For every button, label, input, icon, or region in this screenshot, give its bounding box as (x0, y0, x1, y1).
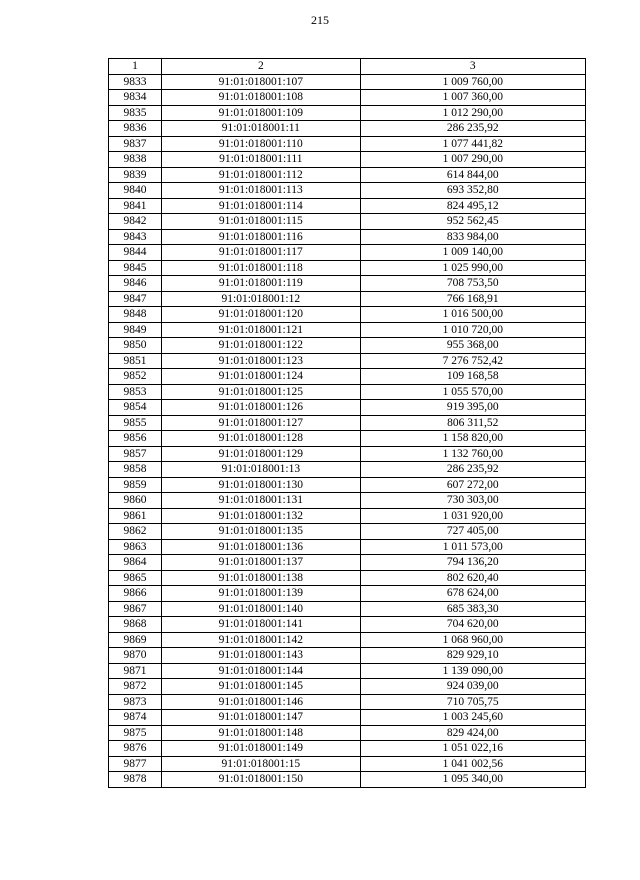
value-cell: 766 168,91 (360, 291, 585, 307)
cadastral-number-cell: 91:01:018001:107 (162, 74, 360, 90)
row-number-cell: 9858 (109, 462, 162, 478)
row-number-cell: 9850 (109, 338, 162, 354)
value-cell: 614 844,00 (360, 167, 585, 183)
cadastral-number-cell: 91:01:018001:144 (162, 663, 360, 679)
cadastral-number-cell: 91:01:018001:147 (162, 710, 360, 726)
table-row (109, 617, 586, 633)
table-body (109, 74, 586, 787)
cadastral-number-cell: 91:01:018001:118 (162, 260, 360, 276)
header-cell-3: 3 (360, 59, 585, 75)
table-row (109, 772, 586, 788)
row-number-cell: 9846 (109, 276, 162, 292)
row-number-cell: 9854 (109, 400, 162, 416)
row-number-cell: 9852 (109, 369, 162, 385)
table-row (109, 338, 586, 354)
cadastral-number-cell: 91:01:018001:150 (162, 772, 360, 788)
value-cell: 730 303,00 (360, 493, 585, 509)
row-number-cell: 9837 (109, 136, 162, 152)
cadastral-number-cell: 91:01:018001:142 (162, 632, 360, 648)
table-row (109, 74, 586, 90)
cadastral-number-cell: 91:01:018001:111 (162, 152, 360, 168)
row-number-cell: 9872 (109, 679, 162, 695)
row-number-cell: 9841 (109, 198, 162, 214)
value-cell: 1 025 990,00 (360, 260, 585, 276)
cadastral-number-cell: 91:01:018001:117 (162, 245, 360, 261)
value-cell: 109 168,58 (360, 369, 585, 385)
cadastral-number-cell: 91:01:018001:115 (162, 214, 360, 230)
page-number: 215 (311, 13, 329, 27)
value-cell: 286 235,92 (360, 462, 585, 478)
value-cell: 1 055 570,00 (360, 384, 585, 400)
row-number-cell: 9864 (109, 555, 162, 571)
row-number-cell: 9876 (109, 741, 162, 757)
data-table (108, 58, 586, 788)
cadastral-number-cell: 91:01:018001:141 (162, 617, 360, 633)
value-cell: 829 424,00 (360, 725, 585, 741)
table-row (109, 539, 586, 555)
row-number-cell: 9869 (109, 632, 162, 648)
row-number-cell: 9847 (109, 291, 162, 307)
value-cell: 693 352,80 (360, 183, 585, 199)
table-row (109, 105, 586, 121)
cadastral-number-cell: 91:01:018001:129 (162, 446, 360, 462)
table-row (109, 183, 586, 199)
value-cell: 7 276 752,42 (360, 353, 585, 369)
table-row (109, 260, 586, 276)
cadastral-number-cell: 91:01:018001:127 (162, 415, 360, 431)
table-row (109, 431, 586, 447)
table-row (109, 493, 586, 509)
row-number-cell: 9848 (109, 307, 162, 323)
value-cell: 727 405,00 (360, 524, 585, 540)
row-number-cell: 9835 (109, 105, 162, 121)
cadastral-number-cell: 91:01:018001:15 (162, 756, 360, 772)
cadastral-number-cell: 91:01:018001:13 (162, 462, 360, 478)
cadastral-number-cell: 91:01:018001:125 (162, 384, 360, 400)
cadastral-number-cell: 91:01:018001:132 (162, 508, 360, 524)
header-cell-2: 2 (162, 59, 360, 75)
cadastral-number-cell: 91:01:018001:121 (162, 322, 360, 338)
cadastral-number-cell: 91:01:018001:140 (162, 601, 360, 617)
cadastral-number-cell: 91:01:018001:128 (162, 431, 360, 447)
table-row (109, 632, 586, 648)
row-number-cell: 9843 (109, 229, 162, 245)
table-row (109, 245, 586, 261)
row-number-cell: 9870 (109, 648, 162, 664)
table-row (109, 384, 586, 400)
value-cell: 286 235,92 (360, 121, 585, 137)
table-row (109, 369, 586, 385)
value-cell: 1 009 140,00 (360, 245, 585, 261)
cadastral-number-cell: 91:01:018001:113 (162, 183, 360, 199)
table-row (109, 462, 586, 478)
table-row (109, 586, 586, 602)
table-row (109, 400, 586, 416)
value-cell: 1 010 720,00 (360, 322, 585, 338)
row-number-cell: 9840 (109, 183, 162, 199)
value-cell: 607 272,00 (360, 477, 585, 493)
table-row (109, 710, 586, 726)
table-row (109, 601, 586, 617)
table-row (109, 353, 586, 369)
table-row (109, 322, 586, 338)
value-cell: 833 984,00 (360, 229, 585, 245)
value-cell: 1 031 920,00 (360, 508, 585, 524)
value-cell: 1 077 441,82 (360, 136, 585, 152)
value-cell: 1 007 290,00 (360, 152, 585, 168)
table-row (109, 694, 586, 710)
row-number-cell: 9875 (109, 725, 162, 741)
row-number-cell: 9867 (109, 601, 162, 617)
row-number-cell: 9836 (109, 121, 162, 137)
row-number-cell: 9860 (109, 493, 162, 509)
row-number-cell: 9865 (109, 570, 162, 586)
row-number-cell: 9859 (109, 477, 162, 493)
row-number-cell: 9856 (109, 431, 162, 447)
row-number-cell: 9842 (109, 214, 162, 230)
value-cell: 1 068 960,00 (360, 632, 585, 648)
cadastral-number-cell: 91:01:018001:130 (162, 477, 360, 493)
table-row (109, 90, 586, 106)
cadastral-number-cell: 91:01:018001:110 (162, 136, 360, 152)
value-cell: 1 041 002,56 (360, 756, 585, 772)
value-cell: 924 039,00 (360, 679, 585, 695)
cadastral-number-cell: 91:01:018001:112 (162, 167, 360, 183)
value-cell: 919 395,00 (360, 400, 585, 416)
cadastral-number-cell: 91:01:018001:119 (162, 276, 360, 292)
cadastral-number-cell: 91:01:018001:122 (162, 338, 360, 354)
value-cell: 685 383,30 (360, 601, 585, 617)
row-number-cell: 9874 (109, 710, 162, 726)
cadastral-number-cell: 91:01:018001:116 (162, 229, 360, 245)
row-number-cell: 9855 (109, 415, 162, 431)
table-row (109, 756, 586, 772)
table-row (109, 725, 586, 741)
value-cell: 955 368,00 (360, 338, 585, 354)
value-cell: 1 132 760,00 (360, 446, 585, 462)
table-row (109, 508, 586, 524)
table-header (109, 59, 586, 75)
value-cell: 1 158 820,00 (360, 431, 585, 447)
row-number-cell: 9838 (109, 152, 162, 168)
cadastral-number-cell: 91:01:018001:135 (162, 524, 360, 540)
table-row (109, 555, 586, 571)
cadastral-number-cell: 91:01:018001:143 (162, 648, 360, 664)
row-number-cell: 9833 (109, 74, 162, 90)
value-cell: 704 620,00 (360, 617, 585, 633)
table-row (109, 136, 586, 152)
row-number-cell: 9851 (109, 353, 162, 369)
cadastral-number-cell: 91:01:018001:149 (162, 741, 360, 757)
row-number-cell: 9866 (109, 586, 162, 602)
value-cell: 710 705,75 (360, 694, 585, 710)
cadastral-number-cell: 91:01:018001:11 (162, 121, 360, 137)
table-row (109, 198, 586, 214)
cadastral-number-cell: 91:01:018001:126 (162, 400, 360, 416)
value-cell: 1 009 760,00 (360, 74, 585, 90)
value-cell: 1 007 360,00 (360, 90, 585, 106)
value-cell: 794 136,20 (360, 555, 585, 571)
value-cell: 806 311,52 (360, 415, 585, 431)
value-cell: 1 095 340,00 (360, 772, 585, 788)
value-cell: 1 003 245,60 (360, 710, 585, 726)
table-row (109, 276, 586, 292)
cadastral-number-cell: 91:01:018001:139 (162, 586, 360, 602)
table-row (109, 477, 586, 493)
table-row (109, 679, 586, 695)
row-number-cell: 9845 (109, 260, 162, 276)
cadastral-number-cell: 91:01:018001:108 (162, 90, 360, 106)
row-number-cell: 9857 (109, 446, 162, 462)
row-number-cell: 9844 (109, 245, 162, 261)
header-row (109, 59, 586, 75)
table-row (109, 741, 586, 757)
value-cell: 1 051 022,16 (360, 741, 585, 757)
row-number-cell: 9834 (109, 90, 162, 106)
cadastral-number-cell: 91:01:018001:123 (162, 353, 360, 369)
table-row (109, 415, 586, 431)
table-row (109, 229, 586, 245)
cadastral-number-cell: 91:01:018001:120 (162, 307, 360, 323)
table-row (109, 663, 586, 679)
row-number-cell: 9862 (109, 524, 162, 540)
header-cell-1: 1 (109, 59, 162, 75)
cadastral-number-cell: 91:01:018001:136 (162, 539, 360, 555)
cadastral-number-cell: 91:01:018001:137 (162, 555, 360, 571)
value-cell: 824 495,12 (360, 198, 585, 214)
table-row (109, 291, 586, 307)
row-number-cell: 9878 (109, 772, 162, 788)
value-cell: 708 753,50 (360, 276, 585, 292)
value-cell: 952 562,45 (360, 214, 585, 230)
value-cell: 1 012 290,00 (360, 105, 585, 121)
row-number-cell: 9849 (109, 322, 162, 338)
value-cell: 1 011 573,00 (360, 539, 585, 555)
value-cell: 829 929,10 (360, 648, 585, 664)
table-row (109, 570, 586, 586)
value-cell: 1 016 500,00 (360, 307, 585, 323)
table-row (109, 152, 586, 168)
table-row (109, 524, 586, 540)
value-cell: 1 139 090,00 (360, 663, 585, 679)
table-row (109, 121, 586, 137)
value-cell: 678 624,00 (360, 586, 585, 602)
row-number-cell: 9861 (109, 508, 162, 524)
cadastral-number-cell: 91:01:018001:12 (162, 291, 360, 307)
row-number-cell: 9871 (109, 663, 162, 679)
table-row (109, 307, 586, 323)
cadastral-number-cell: 91:01:018001:145 (162, 679, 360, 695)
row-number-cell: 9863 (109, 539, 162, 555)
cadastral-number-cell: 91:01:018001:146 (162, 694, 360, 710)
cadastral-number-cell: 91:01:018001:131 (162, 493, 360, 509)
cadastral-number-cell: 91:01:018001:138 (162, 570, 360, 586)
value-cell: 802 620,40 (360, 570, 585, 586)
row-number-cell: 9873 (109, 694, 162, 710)
table-row (109, 214, 586, 230)
row-number-cell: 9853 (109, 384, 162, 400)
table-row (109, 648, 586, 664)
row-number-cell: 9868 (109, 617, 162, 633)
cadastral-number-cell: 91:01:018001:114 (162, 198, 360, 214)
cadastral-number-cell: 91:01:018001:109 (162, 105, 360, 121)
table-row (109, 446, 586, 462)
cadastral-number-cell: 91:01:018001:148 (162, 725, 360, 741)
cadastral-number-cell: 91:01:018001:124 (162, 369, 360, 385)
row-number-cell: 9839 (109, 167, 162, 183)
row-number-cell: 9877 (109, 756, 162, 772)
table-row (109, 167, 586, 183)
